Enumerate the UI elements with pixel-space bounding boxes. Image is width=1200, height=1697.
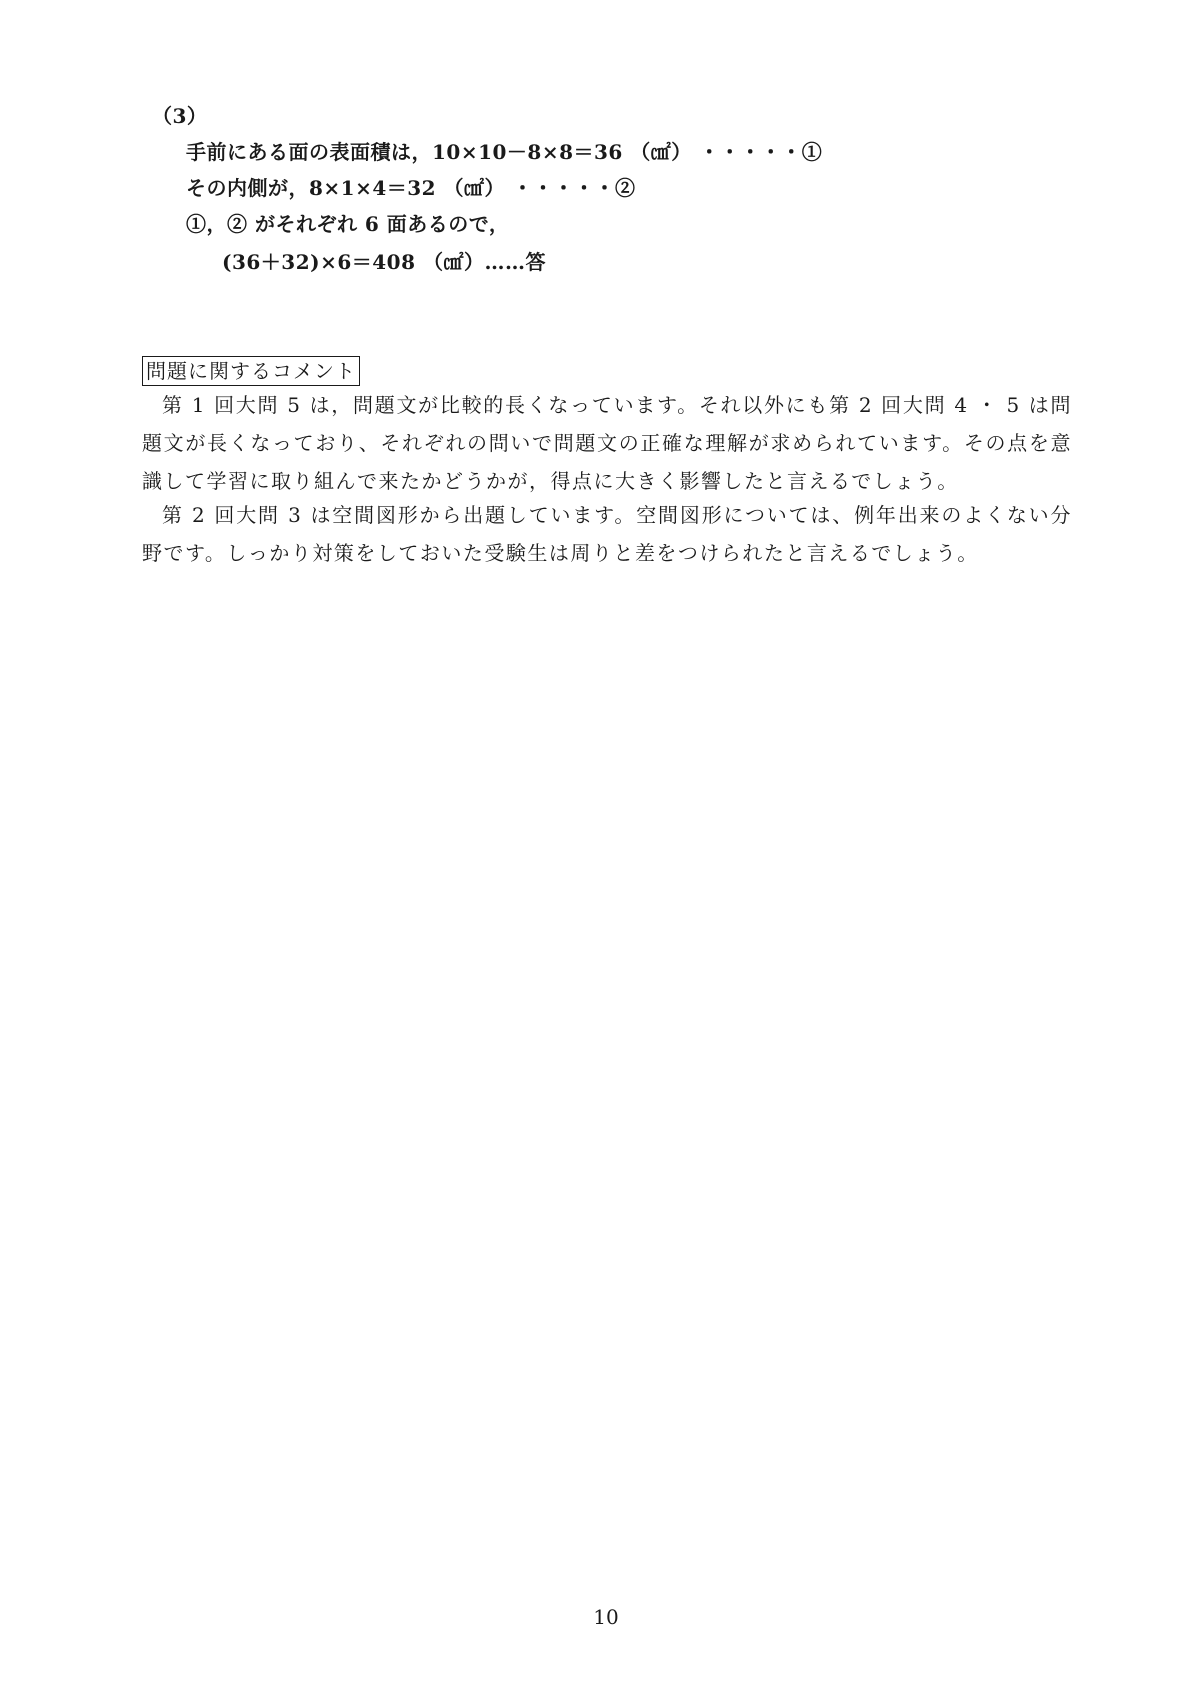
page-number: 10 <box>593 1605 619 1629</box>
calculation-line-3: ①，② がそれぞれ 6 面あるので， <box>186 212 510 236</box>
calculation-line-2: その内側が，8×1×4＝32 （㎠） ・・・・・② <box>186 176 636 200</box>
comment-heading: 問題に関するコメント <box>142 356 360 386</box>
comment-paragraph-1: 第 1 回大問 5 は，問題文が比較的長くなっています。それ以外にも第 2 回大問 4 ・ 5 は問題文が長くなっており、それぞれの問いで問題文の正確な理解が求められています。その点を意識して学習に取り組んで来たかどうかが，得点に大きく影響したと言えるでしょう。 <box>142 393 1072 493</box>
calculation-line-1: 手前にある面の表面積は，10×10－8×8＝36 （㎠） ・・・・・① <box>186 140 823 164</box>
section-label: （3） <box>152 104 208 128</box>
comment-paragraph-2: 第 2 回大問 3 は空間図形から出題しています。空間図形については、例年出来のよくない分野です。しっかり対策をしておいた受験生は周りと差をつけられたと言えるでしょう。 <box>142 503 1072 565</box>
answer-line: (36＋32)×6＝408 （㎠）……答 <box>222 250 546 274</box>
